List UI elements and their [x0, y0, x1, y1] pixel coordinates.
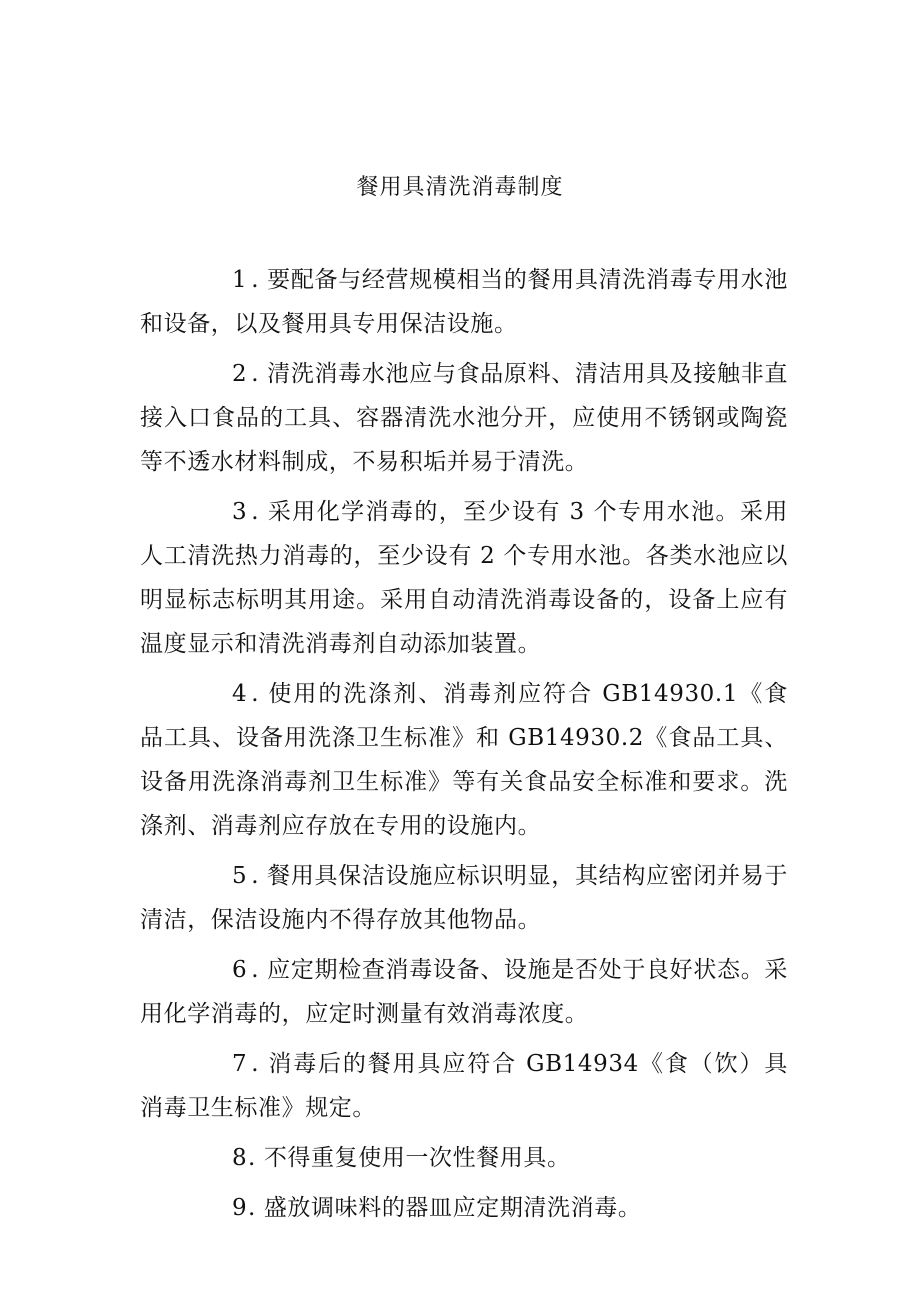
regulation-list [140, 258, 788, 1236]
regulation-item-8 [140, 1136, 788, 1180]
item-number: 4 [232, 681, 248, 707]
item-number: 3 [232, 499, 248, 525]
item-text: . 不得重复使用一次性餐用具。 [248, 1145, 571, 1171]
regulation-item-2 [140, 352, 788, 484]
item-text: . 采用化学消毒的，至少设有 3 个专用水池。采用人工清洗热力消毒的，至少设有 2 个专用水池。各类水池应以明显标志标明其用途。采用自动清洗消毒设备的，设备上应有温度显示和清洗消毒剂自动添加装置。 [140, 499, 788, 657]
item-text: . 使用的洗涤剂、消毒剂应符合 GB14930.1《食品工具、设备用洗涤卫生标准》和 GB14930.2《食品工具、设备用洗涤消毒剂卫生标准》等有关食品安全标准和要求。洗涤剂、消毒剂应存放在专用的设施内。 [140, 681, 788, 839]
item-number: 6 [232, 957, 248, 983]
regulation-item-6 [140, 948, 788, 1036]
regulation-item-5 [140, 854, 788, 942]
regulation-item-4 [140, 672, 788, 848]
regulation-item-3 [140, 490, 788, 666]
item-number: 2 [232, 361, 248, 387]
item-text: . 要配备与经营规模相当的餐用具清洗消毒专用水池和设备，以及餐用具专用保洁设施。 [140, 267, 788, 337]
page-title: 餐用具清洗消毒制度 [356, 175, 564, 200]
regulation-item-1 [140, 258, 788, 346]
item-text: . 清洗消毒水池应与食品原料、清洁用具及接触非直接入口食品的工具、容器清洗水池分开，应使用不锈钢或陶瓷等不透水材料制成，不易积垢并易于清洗。 [140, 361, 788, 475]
item-number: 1 [232, 267, 248, 293]
regulation-item-9 [140, 1186, 788, 1230]
item-number: 9 [232, 1195, 248, 1221]
item-number: 7 [232, 1051, 248, 1077]
item-number: 5 [232, 863, 248, 889]
item-text: . 餐用具保洁设施应标识明显，其结构应密闭并易于清洁，保洁设施内不得存放其他物品。 [140, 863, 788, 933]
regulation-item-7 [140, 1042, 788, 1130]
item-text: . 消毒后的餐用具应符合 GB14934《食（饮）具消毒卫生标准》规定。 [140, 1051, 788, 1121]
item-text: . 应定期检查消毒设备、设施是否处于良好状态。采用化学消毒的，应定时测量有效消毒浓度。 [140, 957, 788, 1027]
item-number: 8 [232, 1145, 248, 1171]
item-text: . 盛放调味料的器皿应定期清洗消毒。 [248, 1195, 642, 1221]
